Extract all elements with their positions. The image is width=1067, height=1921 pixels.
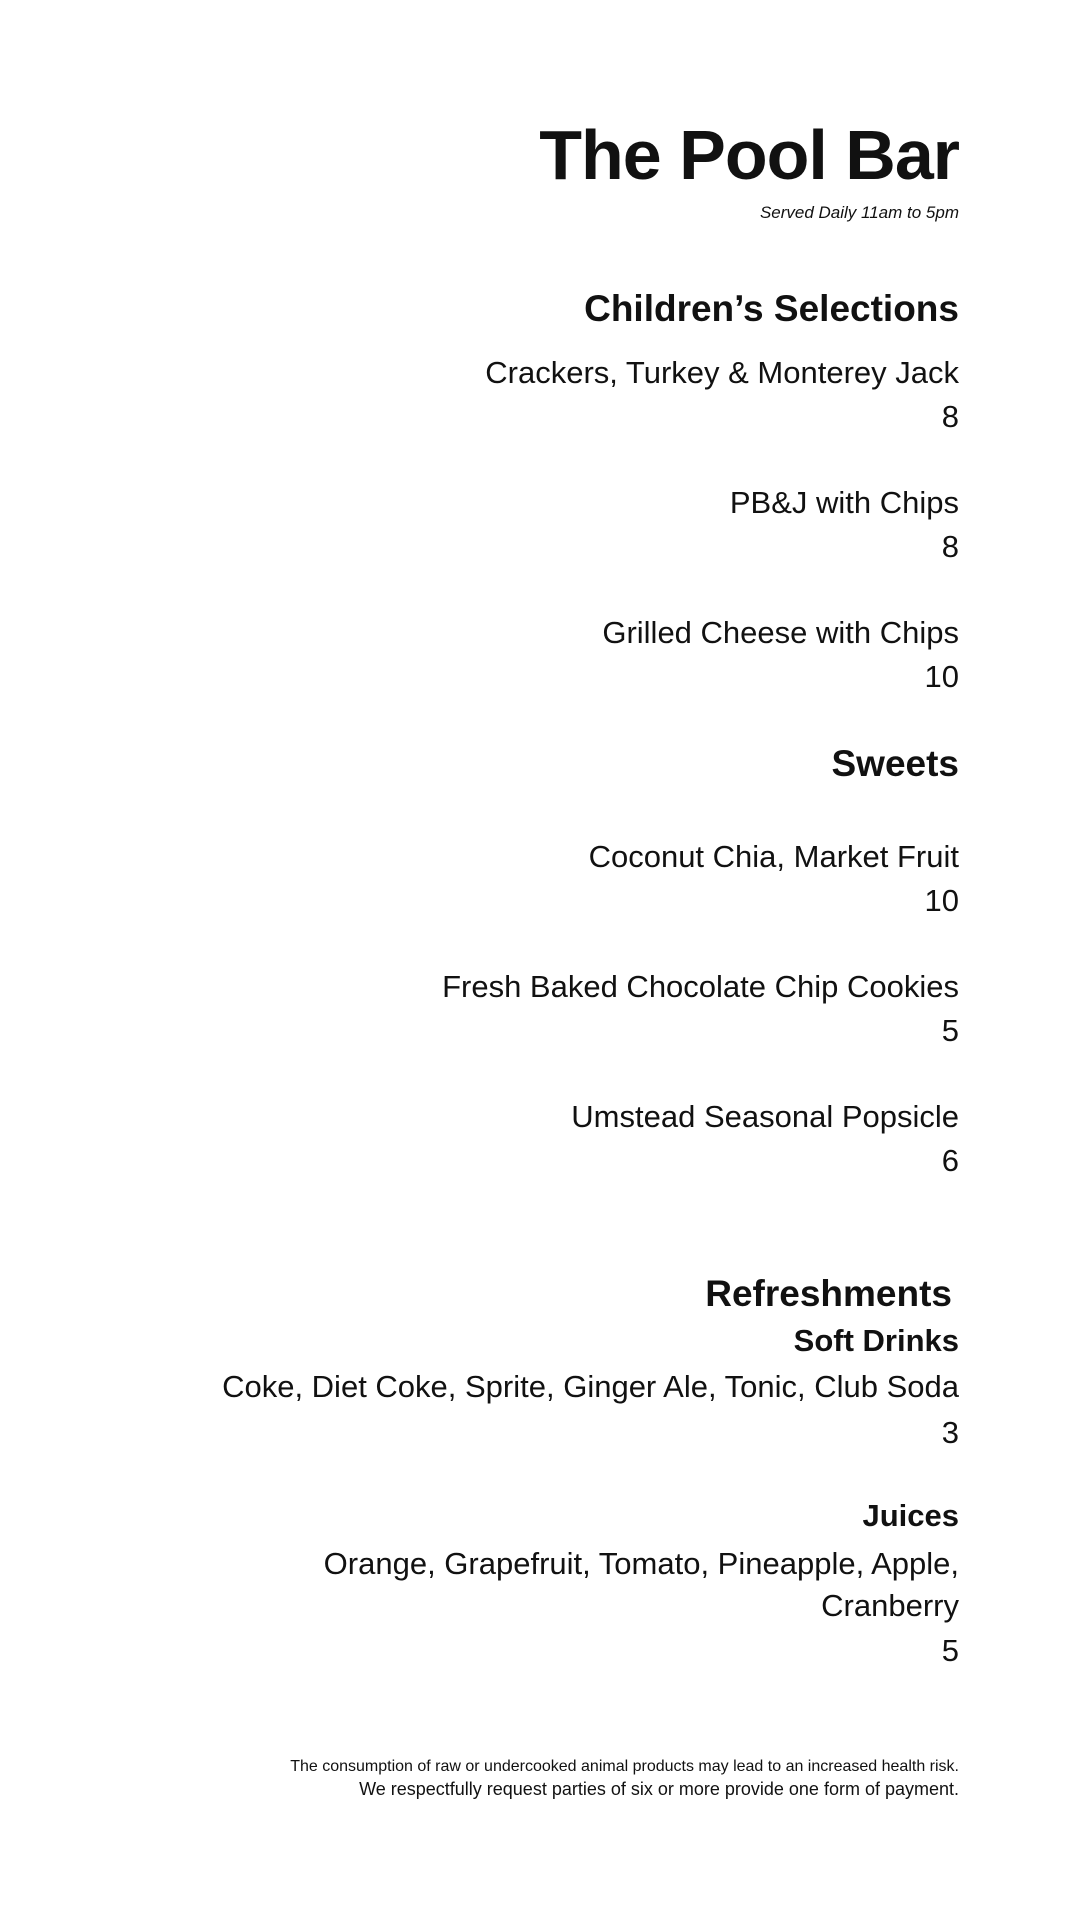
menu-title: The Pool Bar bbox=[539, 116, 959, 194]
menu-item-name: Coconut Chia, Market Fruit bbox=[588, 839, 959, 874]
menu-item-price: 5 bbox=[941, 1013, 959, 1048]
menu-item-price: 10 bbox=[924, 659, 959, 694]
juices-list: Orange, Grapefruit, Tomato, Pineapple, Apple, Cranberry bbox=[323, 1546, 959, 1623]
juices-price: 5 bbox=[941, 1633, 959, 1668]
menu-item-price: 10 bbox=[924, 883, 959, 918]
soft-drinks-price: 3 bbox=[941, 1415, 959, 1450]
section-heading-childrens: Children’s Selections bbox=[584, 288, 959, 329]
menu-hours: Served Daily 11am to 5pm bbox=[759, 203, 959, 222]
menu-item-name: Grilled Cheese with Chips bbox=[602, 615, 959, 650]
section-heading-refreshments: Refreshments bbox=[705, 1273, 952, 1314]
menu-item-name: Umstead Seasonal Popsicle bbox=[571, 1099, 959, 1134]
menu-item-price: 8 bbox=[941, 529, 959, 564]
menu-item-name: PB&J with Chips bbox=[729, 485, 959, 520]
menu-item-name: Fresh Baked Chocolate Chip Cookies bbox=[442, 969, 959, 1004]
subsection-heading-soft-drinks: Soft Drinks bbox=[793, 1323, 959, 1358]
menu-item-price: 8 bbox=[941, 399, 959, 434]
soft-drinks-list: Coke, Diet Coke, Sprite, Ginger Ale, Tonic, Club Soda bbox=[222, 1369, 959, 1404]
subsection-heading-juices: Juices bbox=[862, 1498, 959, 1533]
menu-item-name: Crackers, Turkey & Monterey Jack bbox=[485, 355, 959, 390]
payment-note: We respectfully request parties of six or more provide one form of payment. bbox=[359, 1779, 959, 1799]
health-disclaimer: The consumption of raw or undercooked animal products may lead to an increased health risk. bbox=[290, 1758, 959, 1775]
menu-item-price: 6 bbox=[941, 1143, 959, 1178]
section-heading-sweets: Sweets bbox=[831, 743, 959, 784]
